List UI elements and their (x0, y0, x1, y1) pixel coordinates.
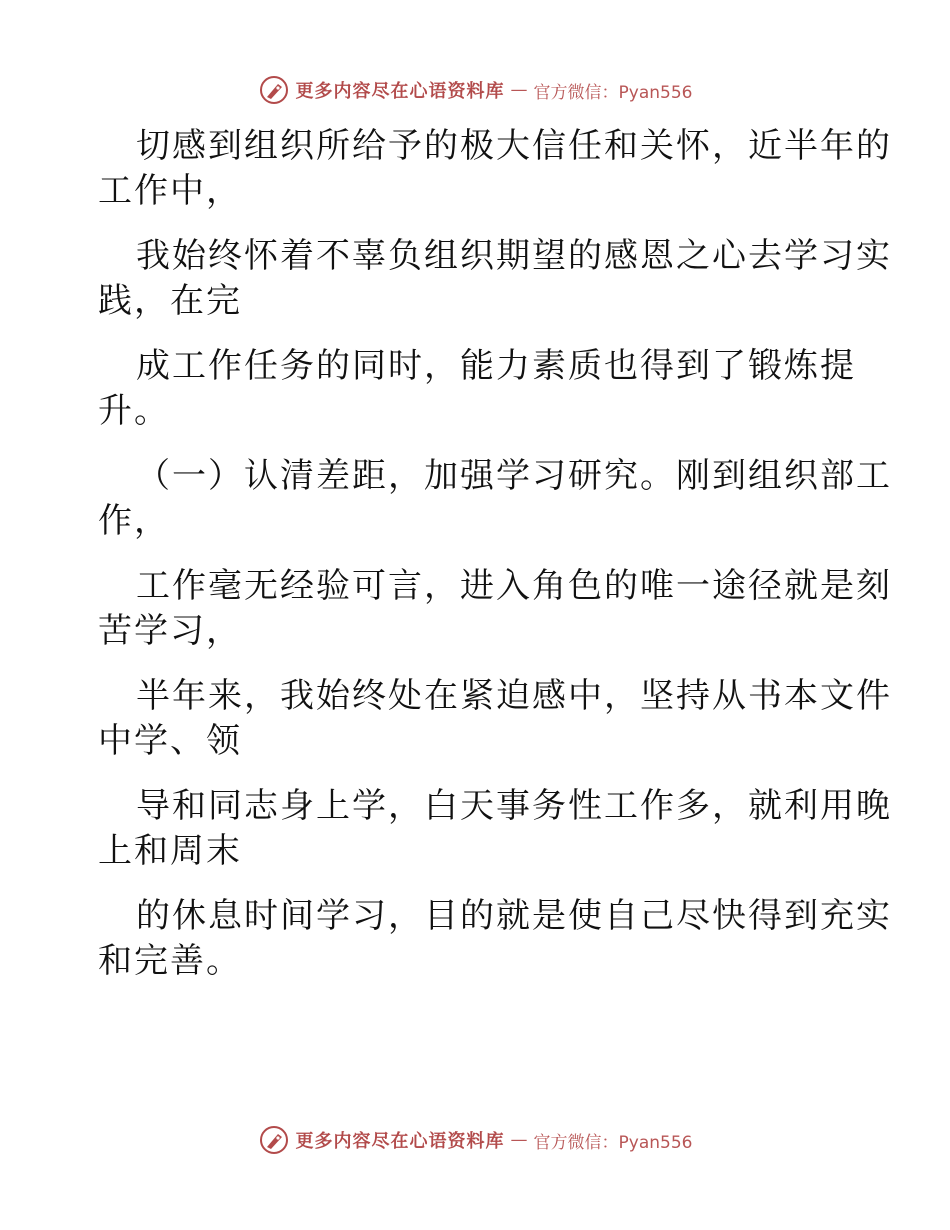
paragraph-line: 苦学习， (98, 611, 242, 651)
watermark-wechat: 官方微信：Pyan556 (533, 1132, 693, 1153)
pen-nib-logo-icon (258, 1124, 290, 1156)
paragraph-line: 切感到组织所给予的极大信任和关怀，近半年的 (136, 126, 892, 166)
document-body (98, 124, 892, 984)
footer-watermark (0, 1122, 950, 1158)
pen-nib-logo-icon (258, 74, 290, 106)
paragraph-line: 中学、领 (98, 721, 242, 761)
paragraph-line: 导和同志身上学，白天事务性工作多，就利用晚 (136, 786, 892, 826)
watermark-dash: — (510, 1130, 528, 1150)
paragraph-line: 工作中， (98, 171, 242, 211)
paragraph-line: 上和周末 (98, 831, 242, 871)
paragraph-line: 作， (98, 501, 170, 541)
paragraph-line: 工作毫无经验可言，进入角色的唯一途径就是刻 (136, 566, 892, 606)
watermark-brand: 更多内容尽在心语资料库 (295, 81, 505, 102)
paragraph-line: （一）认清差距，加强学习研究。刚到组织部工 (136, 456, 892, 496)
paragraph-line: 践，在完 (98, 281, 242, 321)
paragraph-line: 升。 (98, 391, 170, 431)
watermark-dash: — (510, 80, 528, 100)
paragraph-line: 成工作任务的同时，能力素质也得到了锻炼提 (136, 346, 856, 386)
paragraph-line: 和完善。 (98, 941, 242, 981)
paragraph-line: 半年来，我始终处在紧迫感中，坚持从书本文件 (136, 676, 892, 716)
header-watermark (0, 72, 950, 108)
paragraph-line: 我始终怀着不辜负组织期望的感恩之心去学习实 (136, 236, 892, 276)
watermark-brand: 更多内容尽在心语资料库 (295, 1131, 505, 1152)
watermark-wechat: 官方微信：Pyan556 (533, 82, 693, 103)
paragraph-line: 的休息时间学习，目的就是使自己尽快得到充实 (136, 896, 892, 936)
